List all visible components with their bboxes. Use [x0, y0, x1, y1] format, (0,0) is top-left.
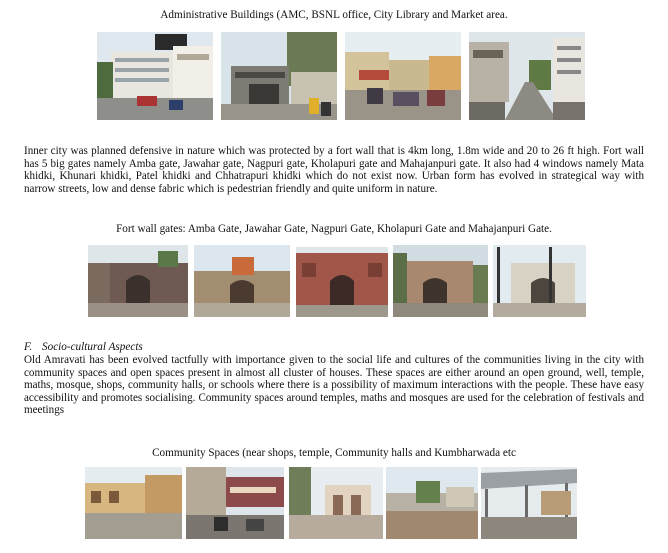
photo-mahajanpuri-gate: [493, 245, 586, 317]
photo-market-area: [469, 32, 585, 120]
photo-jawahar-gate: [194, 245, 290, 317]
photo-amba-gate: [88, 245, 188, 317]
caption-administrative-buildings: Administrative Buildings (AMC, BSNL office, City Library and Market area.: [160, 9, 508, 21]
caption-fort-wall-gates: Fort wall gates: Amba Gate, Jawahar Gate, Nagpuri Gate, Kholapuri Gate and Mahajanpuri Gate.: [116, 223, 552, 235]
section-heading: [24, 340, 143, 354]
photo-amc-building: [97, 32, 213, 120]
photo-kholapuri-gate: [393, 245, 488, 317]
paragraph-socio-cultural: Old Amravati has been evolved tactfully with importance given to the social life and cultures of the communities living in the city with community spaces and open spaces present in almost all cluster of houses. These spaces are either around an open ground, well, temple, maths, mosque, shops, community halls, or schools where there is a possibility of maximum interactions with the people. These have easy accessibility and promotes socialising. Community spaces around temples, maths and mosques are used for the celebration of festivals and meetings: [24, 354, 644, 416]
photo-community-space-2: [186, 467, 284, 539]
photo-bsnl-office: [221, 32, 337, 120]
photo-city-library: [345, 32, 461, 120]
photo-nagpuri-gate: [296, 247, 388, 317]
photo-community-space-1: [85, 467, 182, 539]
photo-community-space-3: [289, 467, 383, 539]
section-number: F.: [24, 341, 33, 353]
photo-community-space-4: [386, 467, 478, 539]
caption-community-spaces: Community Spaces (near shops, temple, Community halls and Kumbharwada etc: [152, 447, 516, 459]
section-title: Socio-cultural Aspects: [42, 341, 143, 353]
paragraph-inner-city: Inner city was planned defensive in nature which was protected by a fort wall that is 4km long, 1.8m wide and 20 to 26 ft high. Fort wall has 5 big gates namely Amba gate, Jawahar gate, Nagpuri gate, Kholapuri gate and Mahajanpuri gate. It also had 4 windows namely Mata khidki, Khunari khidki, Patel khidki and Chhatrapuri khidki which do not exist now. Urban form has evolved in strategical way with narrow streets, low and dense fabric which is pedestrian friendly and quite uniform in nature.: [24, 145, 644, 195]
photo-community-space-5: [481, 467, 577, 539]
